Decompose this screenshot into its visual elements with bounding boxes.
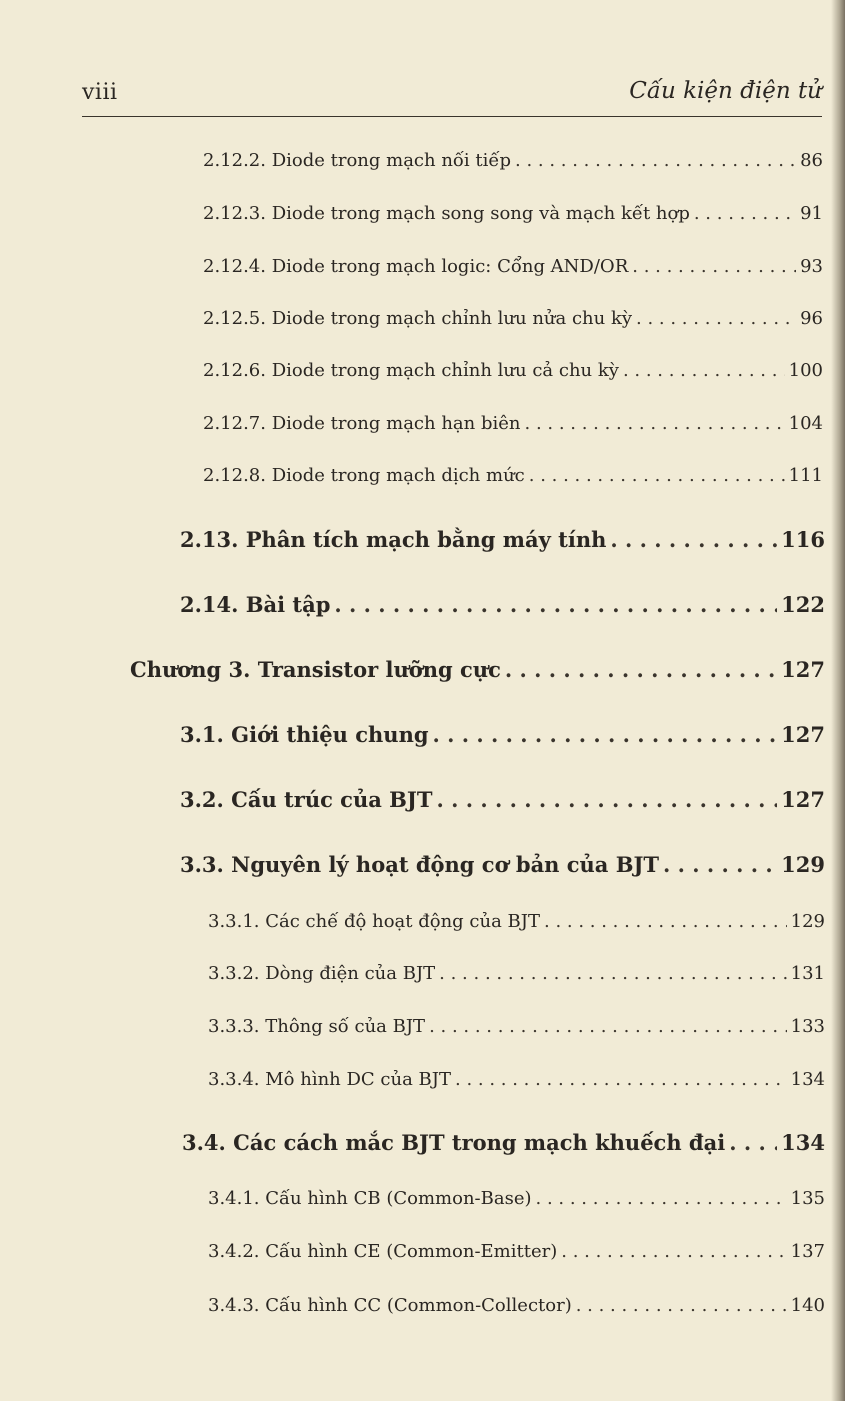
toc-leader-dots	[663, 852, 777, 877]
toc-entry	[182, 1130, 825, 1155]
toc-leader-dots	[439, 963, 786, 984]
toc-entry-page: 127	[781, 722, 825, 747]
toc-entry-label: 3.3. Nguyên lý hoạt động cơ bản của BJT	[180, 852, 660, 877]
toc-entry-page: 96	[800, 308, 823, 329]
toc-entry	[203, 150, 823, 171]
toc-entry-label: 3.3.1. Các chế độ hoạt động của BJT	[208, 911, 540, 932]
toc-entry	[203, 360, 823, 381]
page-number: viii	[82, 80, 118, 105]
toc-leader-dots	[576, 1295, 787, 1316]
toc-leader-dots	[515, 150, 796, 171]
toc-entry-label: 3.4. Các cách mắc BJT trong mạch khuếch đại	[182, 1130, 726, 1155]
toc-leader-dots	[529, 465, 785, 486]
toc-entry-label: 2.12.5. Diode trong mạch chỉnh lưu nửa chu kỳ	[203, 308, 633, 329]
toc-entry-page: 91	[800, 203, 823, 224]
toc-entry-page: 129	[781, 852, 825, 877]
toc-leader-dots	[610, 527, 777, 552]
toc-entry-page: 129	[790, 911, 825, 932]
toc-entry	[203, 256, 823, 277]
toc-leader-dots	[525, 413, 785, 434]
toc-leader-dots	[429, 1016, 787, 1037]
toc-entry-page: 127	[781, 657, 825, 682]
toc-leader-dots	[505, 657, 777, 682]
toc-entry-label: 2.12.7. Diode trong mạch hạn biên	[203, 413, 521, 434]
toc-entry	[203, 308, 823, 329]
toc-entry-label: 3.4.1. Cấu hình CB (Common-Base)	[208, 1188, 532, 1209]
toc-leader-dots	[455, 1069, 787, 1090]
toc-entry	[203, 203, 823, 224]
toc-entry-page: 127	[781, 787, 825, 812]
toc-entry-label: 2.12.6. Diode trong mạch chỉnh lưu cả chu kỳ	[203, 360, 619, 381]
toc-entry	[203, 465, 823, 486]
toc-entry	[208, 963, 825, 984]
toc-entry-label: 2.14. Bài tập	[180, 592, 331, 617]
toc-entry	[208, 911, 825, 932]
toc-leader-dots	[433, 722, 778, 747]
toc-entry-label: 3.1. Giới thiệu chung	[180, 722, 429, 747]
toc-entry-page: 133	[790, 1016, 825, 1037]
toc-entry-page: 122	[781, 592, 825, 617]
toc-entry-label: 3.3.2. Dòng điện của BJT	[208, 963, 436, 984]
toc-entry-label: 2.12.4. Diode trong mạch logic: Cổng AND/OR	[203, 256, 629, 277]
toc-entry-page: 135	[790, 1188, 825, 1209]
toc-leader-dots	[623, 360, 785, 381]
toc-entry-label: 2.12.3. Diode trong mạch song song và mạch kết hợp	[203, 203, 690, 224]
toc-entry-page: 100	[788, 360, 823, 381]
toc-entry-page: 93	[800, 256, 823, 277]
toc-entry-label: 2.13. Phân tích mạch bằng máy tính	[180, 527, 607, 552]
toc-entry-page: 134	[781, 1130, 825, 1155]
toc-entry	[180, 527, 825, 552]
toc-entry	[208, 1016, 825, 1037]
toc-entry	[208, 1069, 825, 1090]
toc-entry-page: 86	[800, 150, 823, 171]
toc-leader-dots	[729, 1130, 777, 1155]
toc-entry-label: 3.2. Cấu trúc của BJT	[180, 787, 433, 812]
toc-entry-page: 140	[790, 1295, 825, 1316]
toc-entry-label: 2.12.8. Diode trong mạch dịch mức	[203, 465, 525, 486]
toc-entry-label: 2.12.2. Diode trong mạch nối tiếp	[203, 150, 511, 171]
toc-leader-dots	[561, 1241, 786, 1262]
toc-entry	[180, 852, 825, 877]
toc-entry	[203, 413, 823, 434]
toc-entry	[180, 787, 825, 812]
toc-entry-label: Chương 3. Transistor lưỡng cực	[130, 657, 501, 682]
toc-entry	[208, 1295, 825, 1316]
toc-leader-dots	[632, 256, 796, 277]
toc-leader-dots	[536, 1188, 787, 1209]
toc-entry-page: 137	[790, 1241, 825, 1262]
book-title: Cấu kiện điện tử	[629, 78, 822, 104]
toc-entry-label: 3.3.3. Thông số của BJT	[208, 1016, 426, 1037]
toc-entry-page: 111	[788, 465, 823, 486]
toc-entry	[180, 592, 825, 617]
toc-entry-page: 131	[790, 963, 825, 984]
toc-entry-label: 3.4.3. Cấu hình CC (Common-Collector)	[208, 1295, 572, 1316]
toc-leader-dots	[544, 911, 787, 932]
toc-entry-page: 116	[781, 527, 825, 552]
toc-entry	[208, 1241, 825, 1262]
toc-leader-dots	[436, 787, 777, 812]
toc-leader-dots	[694, 203, 796, 224]
toc-entry	[208, 1188, 825, 1209]
toc-leader-dots	[334, 592, 777, 617]
toc-entry-page: 134	[790, 1069, 825, 1090]
toc-entry-label: 3.3.4. Mô hình DC của BJT	[208, 1069, 451, 1090]
toc-entry-page: 104	[788, 413, 823, 434]
toc-leader-dots	[636, 308, 796, 329]
toc-entry	[180, 722, 825, 747]
toc-chapter-entry	[130, 657, 825, 682]
toc-entry-label: 3.4.2. Cấu hình CE (Common-Emitter)	[208, 1241, 558, 1262]
